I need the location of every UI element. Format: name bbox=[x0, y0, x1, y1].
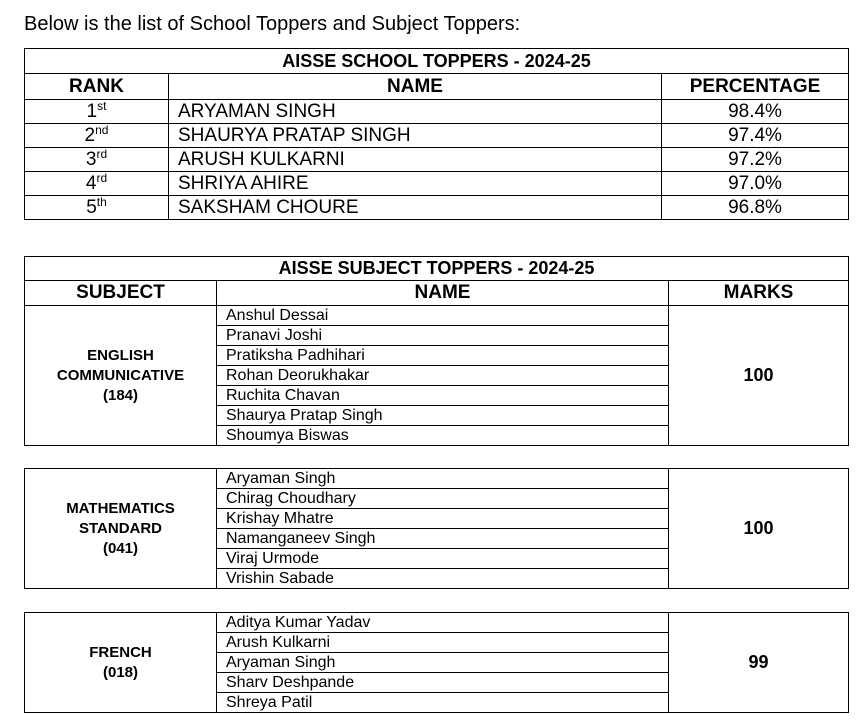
rank-cell bbox=[25, 148, 169, 172]
student-name-cell: Aryaman Singh bbox=[217, 653, 669, 673]
subject-name-line: (018) bbox=[102, 663, 139, 681]
rank-number: 4 bbox=[85, 172, 97, 194]
school-toppers-header bbox=[25, 74, 849, 100]
name-header: NAME bbox=[217, 281, 669, 306]
subject-block-table bbox=[24, 612, 849, 713]
intro-text: Below is the list of School Toppers and Subject Toppers: bbox=[24, 13, 521, 35]
student-name-cell: Shaurya Pratap Singh bbox=[217, 406, 669, 426]
subject-name-line: STANDARD bbox=[78, 519, 163, 537]
name-cell: ARUSH KULKARNI bbox=[169, 148, 662, 172]
student-name-cell: Aditya Kumar Yadav bbox=[217, 613, 669, 633]
rank-number: 1 bbox=[86, 100, 98, 122]
table-row bbox=[25, 613, 849, 633]
student-name-cell: Shreya Patil bbox=[217, 693, 669, 713]
percentage-cell: 96.8% bbox=[662, 196, 849, 220]
rank-number: 5 bbox=[86, 196, 97, 218]
marks-cell: 99 bbox=[669, 613, 849, 713]
subject-cell bbox=[25, 306, 217, 446]
student-name-cell: Shoumya Biswas bbox=[217, 426, 669, 446]
marks-cell: 100 bbox=[669, 306, 849, 446]
name-cell: SHRIYA AHIRE bbox=[169, 172, 662, 196]
subject-name-line: (184) bbox=[102, 386, 139, 404]
rank-number: 2 bbox=[84, 124, 96, 146]
subject-cell bbox=[25, 613, 217, 713]
rank-number: 3 bbox=[85, 148, 97, 170]
table-row bbox=[25, 469, 849, 489]
rank-header: RANK bbox=[25, 74, 169, 100]
marks-cell: 100 bbox=[669, 469, 849, 589]
percentage-cell: 98.4% bbox=[662, 100, 849, 124]
name-cell: SAKSHAM CHOURE bbox=[169, 196, 662, 220]
subject-name-line: MATHEMATICS bbox=[66, 499, 175, 517]
rank-cell bbox=[25, 196, 169, 220]
rank-suffix: th bbox=[96, 195, 107, 209]
table-row bbox=[25, 306, 849, 326]
student-name-cell: Vrishin Sabade bbox=[217, 569, 669, 589]
student-name-cell: Ruchita Chavan bbox=[217, 386, 669, 406]
subject-name-line: (041) bbox=[102, 539, 139, 557]
percentage-cell: 97.4% bbox=[662, 124, 849, 148]
student-name-cell: Viraj Urmode bbox=[217, 549, 669, 569]
rank-suffix: rd bbox=[96, 171, 108, 185]
subject-toppers-table bbox=[24, 256, 849, 446]
table-row bbox=[25, 124, 849, 148]
student-name-cell: Namanganeev Singh bbox=[217, 529, 669, 549]
student-name-cell: Anshul Dessai bbox=[217, 306, 669, 326]
student-name-cell: Pratiksha Padhihari bbox=[217, 346, 669, 366]
rank-suffix: rd bbox=[96, 147, 108, 161]
student-name-cell: Aryaman Singh bbox=[217, 469, 669, 489]
subject-toppers-title: AISSE SUBJECT TOPPERS - 2024-25 bbox=[25, 257, 849, 281]
percentage-cell: 97.0% bbox=[662, 172, 849, 196]
table-row bbox=[25, 100, 849, 124]
name-cell: SHAURYA PRATAP SINGH bbox=[169, 124, 662, 148]
school-toppers-title: AISSE SCHOOL TOPPERS - 2024-25 bbox=[25, 49, 849, 74]
subject-header: SUBJECT bbox=[25, 281, 217, 306]
subject-block-table bbox=[24, 468, 849, 589]
percentage-cell: 97.2% bbox=[662, 148, 849, 172]
subject-name-line: COMMUNICATIVE bbox=[56, 366, 185, 384]
rank-cell bbox=[25, 100, 169, 124]
rank-cell bbox=[25, 172, 169, 196]
subject-name-line: ENGLISH bbox=[87, 346, 154, 364]
rank-suffix: st bbox=[97, 99, 107, 113]
name-header: NAME bbox=[169, 74, 662, 100]
subject-cell bbox=[25, 469, 217, 589]
rank-suffix: nd bbox=[95, 123, 109, 137]
rank-cell bbox=[25, 124, 169, 148]
name-cell: ARYAMAN SINGH bbox=[169, 100, 662, 124]
table-row bbox=[25, 148, 849, 172]
student-name-cell: Sharv Deshpande bbox=[217, 673, 669, 693]
school-toppers-table bbox=[24, 48, 849, 220]
student-name-cell: Chirag Choudhary bbox=[217, 489, 669, 509]
subject-toppers-header bbox=[25, 281, 849, 306]
student-name-cell: Arush Kulkarni bbox=[217, 633, 669, 653]
table-row bbox=[25, 196, 849, 220]
student-name-cell: Rohan Deorukhakar bbox=[217, 366, 669, 386]
percentage-header: PERCENTAGE bbox=[662, 74, 849, 100]
table-row bbox=[25, 172, 849, 196]
subject-name-line: FRENCH bbox=[89, 643, 152, 661]
student-name-cell: Krishay Mhatre bbox=[217, 509, 669, 529]
marks-header: MARKS bbox=[669, 281, 849, 306]
student-name-cell: Pranavi Joshi bbox=[217, 326, 669, 346]
